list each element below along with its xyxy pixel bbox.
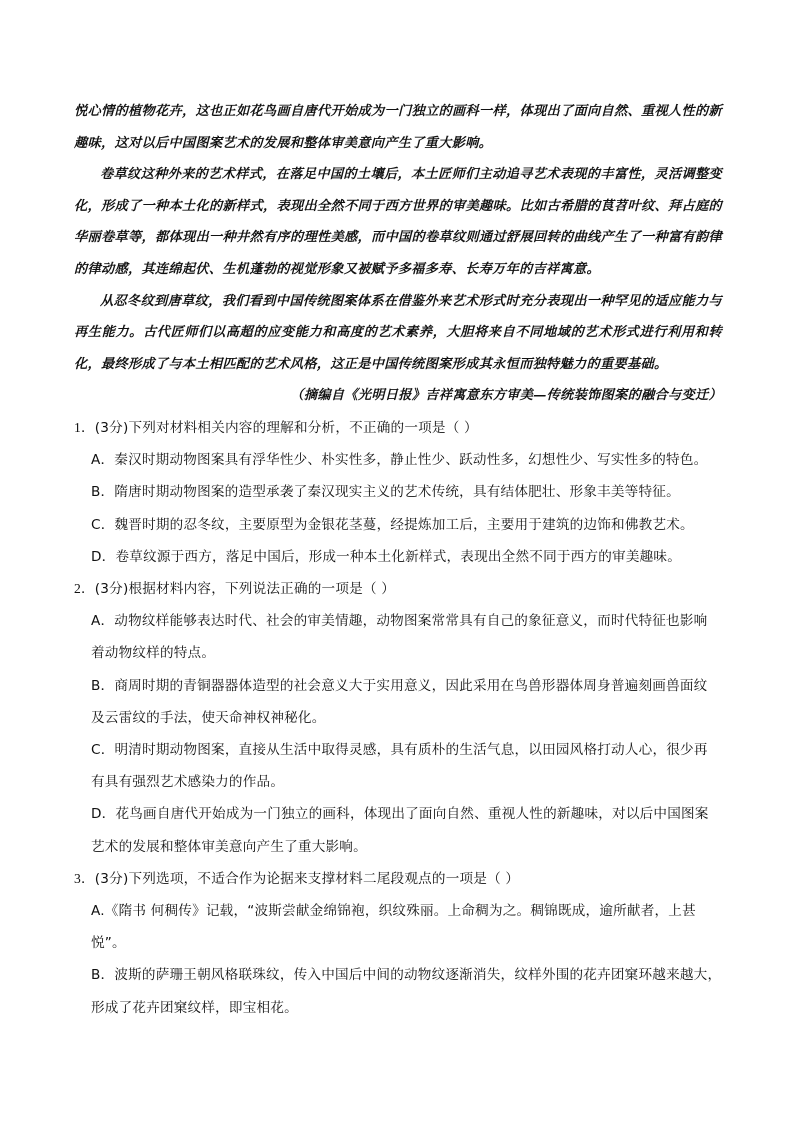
- question-stem: [74, 863, 722, 895]
- passage-paragraph-1: 悦心情的植物花卉，这也正如花鸟画自唐代开始成为一门独立的画科一样，体现出了面向自然、重视人性的新趣味，这对以后中国图案艺术的发展和整体审美意向产生了重大影响。: [74, 104, 722, 151]
- question-text: (3分)下列选项，不适合作为论据来支撑材料二尾段观点的一项是（ ）: [94, 870, 520, 887]
- option-d: [74, 798, 722, 862]
- option-text: A．动物纹样能够表达时代、社会的审美情趣，动物图案常常具有自己的象征意义，而时代特征也影响: [91, 613, 708, 630]
- option-text-continued: 形成了花卉团窠纹样，即宝相花。: [91, 999, 298, 1016]
- passage-paragraph-2: 卷草纹这种外来的艺术样式，在落足中国的土壤后，本土匠师们主动追寻艺术表现的丰富性，灵活调整变化，形成了一种本土化的新样式，表现出全然不同于西方世界的审美趣味。比如古希腊的茛苕叶纹、拜占庭的华丽卷草等，都体现出一种井然有序的理性美感，而中国的卷草纹则通过舒展回转的曲线产生了一种富有韵律的律动感，其连绵起伏、生机蓬勃的视觉形象又被赋予多福多寿、长寿万年的吉祥寓意。: [74, 167, 722, 277]
- passage-paragraph-3: 从忍冬纹到唐草纹，我们看到中国传统图案体系在借鉴外来艺术形式时充分表现出一种罕见的适应能力与再生能力。古代匠师们以高超的应变能力和高度的艺术素养，大胆将来自不同地域的艺术形式进行利用和转化，最终形成了与本土相匹配的艺术风格，这正是中国传统图案形成其永恒而独特魅力的重要基础。: [74, 293, 722, 372]
- reading-passage: [74, 96, 722, 412]
- option-b: [74, 670, 722, 734]
- option-text-continued: 着动物纹样的特点。: [91, 645, 216, 662]
- question-text: (3分)根据材料内容，下列说法正确的一项是（ ）: [94, 581, 396, 598]
- option-text: C．明清时期动物图案，直接从生活中取得灵感，具有质朴的生活气息，以田园风格打动人心，很少再: [91, 742, 708, 759]
- option-text: C．魏晋时期的忍冬纹，主要原型为金银花茎蔓，经提炼加工后，主要用于建筑的边饰和佛教艺术。: [91, 516, 694, 533]
- option-text-continued: 艺术的发展和整体审美意向产生了重大影响。: [91, 838, 367, 855]
- option-text: B．商周时期的青铜器器体造型的社会意义大于实用意义，因此采用在鸟兽形器体周身普遍刻画兽面纹: [91, 677, 708, 694]
- question-number: 2．: [74, 581, 95, 597]
- option-d: [74, 541, 722, 573]
- question-list: [74, 412, 722, 1024]
- question-1: [74, 412, 722, 573]
- option-c: [74, 509, 722, 541]
- question-stem: [74, 412, 722, 444]
- question-3: [74, 863, 722, 1024]
- question-stem: [74, 573, 722, 605]
- question-text: (3分)下列对材料相关内容的理解和分析，不正确的一项是（ ）: [94, 420, 478, 436]
- option-b: [74, 959, 722, 1023]
- option-text-continued: 悦”。: [91, 935, 126, 952]
- option-text: A．秦汉时期动物图案具有浮华性少、朴实性多，静止性少、跃动性多，幻想性少、写实性多的特色。: [91, 452, 708, 469]
- option-text: B．波斯的萨珊王朝风格联珠纹，传入中国后中间的动物纹逐渐消失，纹样外围的花卉团窠环越来越大，: [91, 967, 722, 984]
- option-a: [74, 444, 722, 476]
- question-number: 1．: [74, 420, 95, 435]
- question-number: 3．: [74, 870, 95, 886]
- option-text: A.《隋书 何稠传》记载，“波斯尝献金绵锦袍，织纹殊丽。上命稠为之。稠锦既成，逾所献者，上甚: [91, 903, 696, 920]
- option-text: B．隋唐时期动物图案的造型承袭了秦汉现实主义的艺术传统，具有结体肥壮、形象丰美等特征。: [91, 484, 680, 501]
- passage-source: （摘编自《光明日报》吉祥寓意东方审美—传统装饰图案的融合与变迁）: [290, 388, 722, 404]
- option-b: [74, 476, 722, 508]
- option-text-continued: 有具有强烈艺术感染力的作品。: [91, 774, 285, 791]
- option-text: D．卷草纹源于西方，落足中国后，形成一种本土化新样式，表现出全然不同于西方的审美趣味。: [91, 548, 682, 565]
- question-2: [74, 573, 722, 863]
- option-text-continued: 及云雷纹的手法，使天命神权神秘化。: [91, 709, 326, 726]
- option-text: D．花鸟画自唐代开始成为一门独立的画科，体现出了面向自然、重视人性的新趣味，对以后中国图案: [91, 806, 709, 823]
- option-a: [74, 895, 722, 959]
- option-c: [74, 734, 722, 798]
- option-a: [74, 605, 722, 669]
